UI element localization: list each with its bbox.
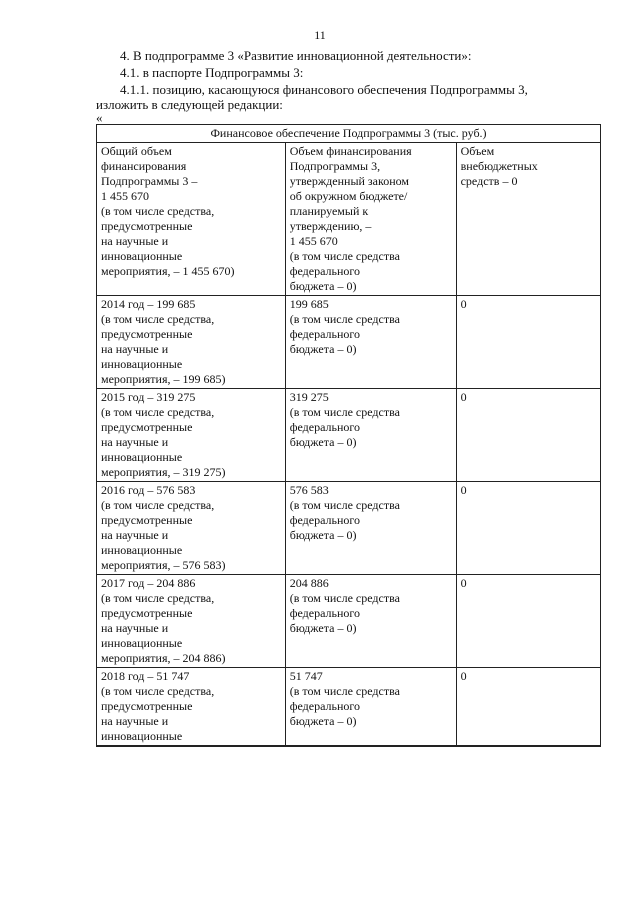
paragraph-passport: 4.1. в паспорте Подпрограммы 3: (120, 65, 304, 80)
cell-text-line: бюджета – 0) (289, 435, 357, 449)
table-cell-col1 (97, 482, 286, 575)
cell-text-line: 0 (460, 576, 467, 590)
cell-text-line: инновационные (101, 729, 183, 743)
cell-text-line: 2015 год – 319 275 (101, 390, 196, 404)
table-cell-col2 (285, 575, 456, 668)
table-row (97, 296, 601, 389)
paragraph-position-continued: изложить в следующей редакции: (96, 97, 283, 112)
cell-text-line: предусмотренные (101, 513, 193, 527)
header-cell-total (97, 143, 286, 296)
cell-text-line: 576 583 (289, 483, 329, 497)
table-cell-col3 (456, 482, 600, 575)
cell-text-line: внебюджетных (460, 159, 538, 173)
table-row (97, 389, 601, 482)
cell-text-line: (в том числе средства (289, 312, 400, 326)
cell-text-line: Общий объем (101, 144, 172, 158)
cell-text-line: федерального (289, 606, 361, 620)
cell-text-line: федерального (289, 699, 361, 713)
cell-text-line: на научные и (101, 435, 169, 449)
cell-text-line: планируемый к (289, 204, 369, 218)
cell-text-line: Объем финансирования (289, 144, 412, 158)
cell-text-line: мероприятия, – 1 455 670) (101, 264, 235, 278)
cell-text-line: Подпрограммы 3, (289, 159, 381, 173)
cell-text-line: бюджета – 0) (289, 528, 357, 542)
cell-text-line: (в том числе средства, (101, 405, 215, 419)
paragraph-subprogram-3: 4. В подпрограмме 3 «Развитие инновационной деятельности»: (120, 48, 472, 63)
cell-text-line: инновационные (101, 249, 183, 263)
cell-text-line: (в том числе средства, (101, 312, 215, 326)
table-cell-col1 (97, 389, 286, 482)
cell-text-line: предусмотренные (101, 699, 193, 713)
cell-text-line: федерального (289, 327, 361, 341)
cell-text-line: бюджета – 0) (289, 342, 357, 356)
cell-text-line: предусмотренные (101, 219, 193, 233)
cell-text-line: (в том числе средства, (101, 498, 215, 512)
cell-text-line: (в том числе средства (289, 591, 400, 605)
cell-text-line: 2016 год – 576 583 (101, 483, 196, 497)
table-cell-col1 (97, 575, 286, 668)
page-number: 11 (314, 28, 326, 42)
cell-text-line: на научные и (101, 621, 169, 635)
cell-text-line: 0 (460, 483, 467, 497)
cell-text-line: (в том числе средства (289, 405, 400, 419)
cell-text-line: 1 455 670 (101, 189, 149, 203)
cell-text-line: (в том числе средства, (101, 591, 215, 605)
cell-text-line: 51 747 (289, 669, 323, 683)
header-cell-extrabudgetary (456, 143, 600, 296)
table-cell-col3 (456, 389, 600, 482)
cell-text-line: бюджета – 0) (289, 279, 357, 293)
table-cell-col1 (97, 668, 286, 747)
header-cell-budget (285, 143, 456, 296)
cell-text-line: 319 275 (289, 390, 329, 404)
cell-text-line: 199 685 (289, 297, 329, 311)
cell-text-line: мероприятия, – 199 685) (101, 372, 226, 386)
financing-table (96, 124, 601, 747)
cell-text-line: инновационные (101, 357, 183, 371)
cell-text-line: на научные и (101, 234, 169, 248)
cell-text-line: предусмотренные (101, 606, 193, 620)
cell-text-line: 2018 год – 51 747 (101, 669, 190, 683)
cell-text-line: бюджета – 0) (289, 621, 357, 635)
table-cell-col2 (285, 482, 456, 575)
cell-text-line: 0 (460, 297, 467, 311)
table-row (97, 575, 601, 668)
cell-text-line: на научные и (101, 714, 169, 728)
cell-text-line: инновационные (101, 450, 183, 464)
cell-text-line: предусмотренные (101, 327, 193, 341)
cell-text-line: Объем (460, 144, 495, 158)
cell-text-line: утверждению, – (289, 219, 372, 233)
cell-text-line: 0 (460, 669, 467, 683)
cell-text-line: 204 886 (289, 576, 329, 590)
table-cell-col2 (285, 668, 456, 747)
cell-text-line: на научные и (101, 342, 169, 356)
cell-text-line: на научные и (101, 528, 169, 542)
cell-text-line: (в том числе средства, (101, 204, 215, 218)
cell-text-line: 2014 год – 199 685 (101, 297, 196, 311)
cell-text-line: федерального (289, 513, 361, 527)
cell-text-line: средств – 0 (460, 174, 518, 188)
cell-text-line: инновационные (101, 636, 183, 650)
cell-text-line: федерального (289, 264, 361, 278)
cell-text-line: мероприятия, – 319 275) (101, 465, 226, 479)
cell-text-line: инновационные (101, 543, 183, 557)
cell-text-line: Подпрограммы 3 – (101, 174, 198, 188)
cell-text-line: утвержденный законом (289, 174, 410, 188)
table-cell-col2 (285, 389, 456, 482)
paragraph-position: 4.1.1. позицию, касающуюся финансового обеспечения Подпрограммы 3, (120, 82, 528, 97)
table-row (97, 482, 601, 575)
cell-text-line: федерального (289, 420, 361, 434)
table-cell-col1 (97, 296, 286, 389)
table-cell-col3 (456, 575, 600, 668)
cell-text-line: (в том числе средства (289, 684, 400, 698)
cell-text-line: мероприятия, – 204 886) (101, 651, 226, 665)
cell-text-line: (в том числе средства (289, 498, 400, 512)
cell-text-line: финансирования (101, 159, 187, 173)
table-cell-col3 (456, 296, 600, 389)
table-cell-col2 (285, 296, 456, 389)
cell-text-line: 1 455 670 (289, 234, 338, 248)
table-caption: Финансовое обеспечение Подпрограммы 3 (тыс. руб.) (97, 125, 601, 143)
cell-text-line: 0 (460, 390, 467, 404)
cell-text-line: об окружном бюджете/ (289, 189, 408, 203)
cell-text-line: бюджета – 0) (289, 714, 357, 728)
cell-text-line: мероприятия, – 576 583) (101, 558, 226, 572)
cell-text-line: 2017 год – 204 886 (101, 576, 196, 590)
cell-text-line: предусмотренные (101, 420, 193, 434)
opening-quote: « (96, 110, 103, 125)
table-cell-col3 (456, 668, 600, 747)
cell-text-line: (в том числе средства (289, 249, 400, 263)
table-header-row (97, 143, 601, 296)
table-row (97, 668, 601, 747)
cell-text-line: (в том числе средства, (101, 684, 215, 698)
